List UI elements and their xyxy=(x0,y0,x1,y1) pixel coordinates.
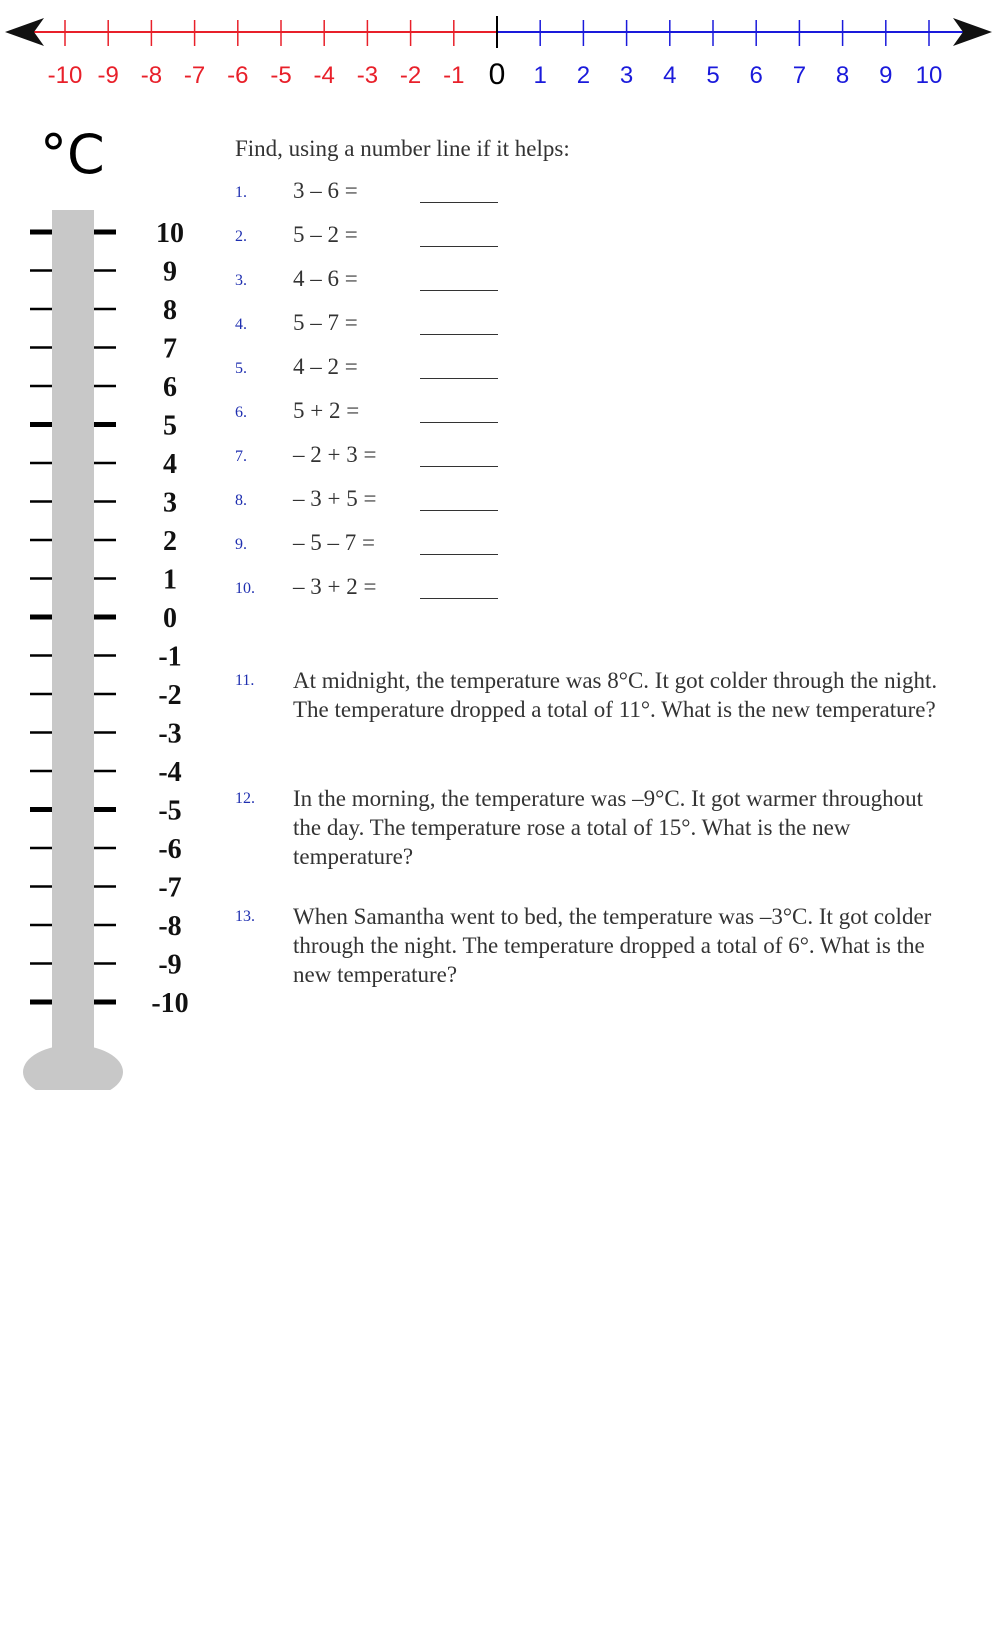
thermometer-label: -1 xyxy=(158,641,182,673)
problem-number: 3. xyxy=(235,272,247,289)
word-problem-text: When Samantha went to bed, the temperature was –3°C. It got colder through the night. The temperature dropped a total of 6°. What is the new temperature? xyxy=(293,904,932,987)
thermometer-label: 2 xyxy=(163,526,177,557)
problem-expression: 4 – 6 = xyxy=(293,266,358,291)
thermometer-label: -2 xyxy=(158,680,182,711)
problem-number: 1. xyxy=(235,184,247,201)
word-problem-number: 13. xyxy=(235,908,255,925)
thermometer-label: 6 xyxy=(163,372,177,403)
problem-number: 8. xyxy=(235,492,247,509)
problem-expression: 4 – 2 = xyxy=(293,354,358,379)
thermometer-label: 1 xyxy=(163,564,177,596)
thermometer-bulb xyxy=(23,1045,123,1090)
number-line-label: -1 xyxy=(443,62,465,89)
answer-blank[interactable] xyxy=(420,510,498,511)
thermometer-label: -5 xyxy=(158,795,182,827)
problem-number: 9. xyxy=(235,536,247,553)
word-problem-number: 11. xyxy=(235,672,255,689)
problem-number: 2. xyxy=(235,228,247,245)
answer-blank[interactable] xyxy=(420,246,498,247)
word-problem-text: At midnight, the temperature was 8°C. It got colder through the night. The temperature dropped a total of 11°. What is the new temperature? xyxy=(293,668,938,722)
number-line-label: 2 xyxy=(576,62,591,89)
number-line-label-zero: 0 xyxy=(488,58,506,91)
problem-expression: – 5 – 7 = xyxy=(293,530,375,555)
number-line-label: 9 xyxy=(879,62,893,89)
problem-expression: 5 – 7 = xyxy=(293,310,358,335)
thermometer-label: 4 xyxy=(163,449,177,480)
problem-number: 4. xyxy=(235,316,247,333)
problem-number: 10. xyxy=(235,580,255,597)
number-line-label: -10 xyxy=(47,62,83,89)
thermometer-label: -4 xyxy=(158,757,182,788)
thermometer-label: 5 xyxy=(163,410,177,442)
thermometer xyxy=(0,120,220,1090)
thermometer-label: 3 xyxy=(163,487,177,519)
number-line-label: -9 xyxy=(97,62,119,89)
word-problem-number: 12. xyxy=(235,790,255,807)
thermometer-label: -3 xyxy=(158,718,182,750)
answer-blank[interactable] xyxy=(420,334,498,335)
problem-expression: – 3 + 5 = xyxy=(293,486,377,511)
number-line-label: -4 xyxy=(313,62,335,89)
number-line-label: -7 xyxy=(183,62,206,89)
number-line-label: 5 xyxy=(706,62,720,89)
thermometer-label: 9 xyxy=(163,256,177,288)
number-line-label: -8 xyxy=(140,62,163,89)
problem-number: 5. xyxy=(235,360,247,377)
thermometer-tube xyxy=(52,210,94,1062)
number-line-label: 8 xyxy=(835,62,850,89)
number-line-label: 7 xyxy=(792,62,807,89)
number-line-label: 3 xyxy=(619,62,634,89)
problem-expression: – 3 + 2 = xyxy=(293,574,377,599)
thermometer-label: 10 xyxy=(156,218,184,249)
problem-expression: – 2 + 3 = xyxy=(293,442,377,467)
problem-number: 6. xyxy=(235,404,247,421)
number-line-label: 6 xyxy=(749,62,763,89)
celsius-unit-label: °C xyxy=(40,123,105,186)
instructions-text: Find, using a number line if it helps: xyxy=(235,136,570,161)
number-line xyxy=(0,0,1000,100)
thermometer-label: -10 xyxy=(151,988,189,1019)
answer-blank[interactable] xyxy=(420,466,498,467)
number-line-label: 4 xyxy=(663,62,677,89)
thermometer-label: -6 xyxy=(158,834,182,865)
thermometer-label: -7 xyxy=(158,872,182,904)
thermometer-label: 0 xyxy=(163,603,177,634)
thermometer-label: 8 xyxy=(163,295,177,326)
problem-expression: 3 – 6 = xyxy=(293,178,358,203)
thermometer-label: 7 xyxy=(163,333,177,365)
number-line-label: -5 xyxy=(270,62,292,89)
number-line-label: -2 xyxy=(399,62,422,89)
answer-blank[interactable] xyxy=(420,554,498,555)
number-line-label: 10 xyxy=(915,62,943,89)
number-line-label: -3 xyxy=(356,62,379,89)
problem-expression: 5 + 2 = xyxy=(293,398,360,423)
word-problem-text: In the morning, the temperature was –9°C. It got warmer throughout the day. The temperature rose a total of 15°. What is the new temperature? xyxy=(293,786,924,869)
answer-blank[interactable] xyxy=(420,290,498,291)
thermometer-label: -8 xyxy=(158,911,182,942)
answer-blank[interactable] xyxy=(420,598,498,599)
number-line-label: 1 xyxy=(533,62,547,89)
answer-blank[interactable] xyxy=(420,202,498,203)
thermometer-label: -9 xyxy=(158,949,182,981)
answer-blank[interactable] xyxy=(420,378,498,379)
problem-expression: 5 – 2 = xyxy=(293,222,358,247)
number-line-label: -6 xyxy=(227,62,249,89)
answer-blank[interactable] xyxy=(420,422,498,423)
problem-number: 7. xyxy=(235,448,247,465)
